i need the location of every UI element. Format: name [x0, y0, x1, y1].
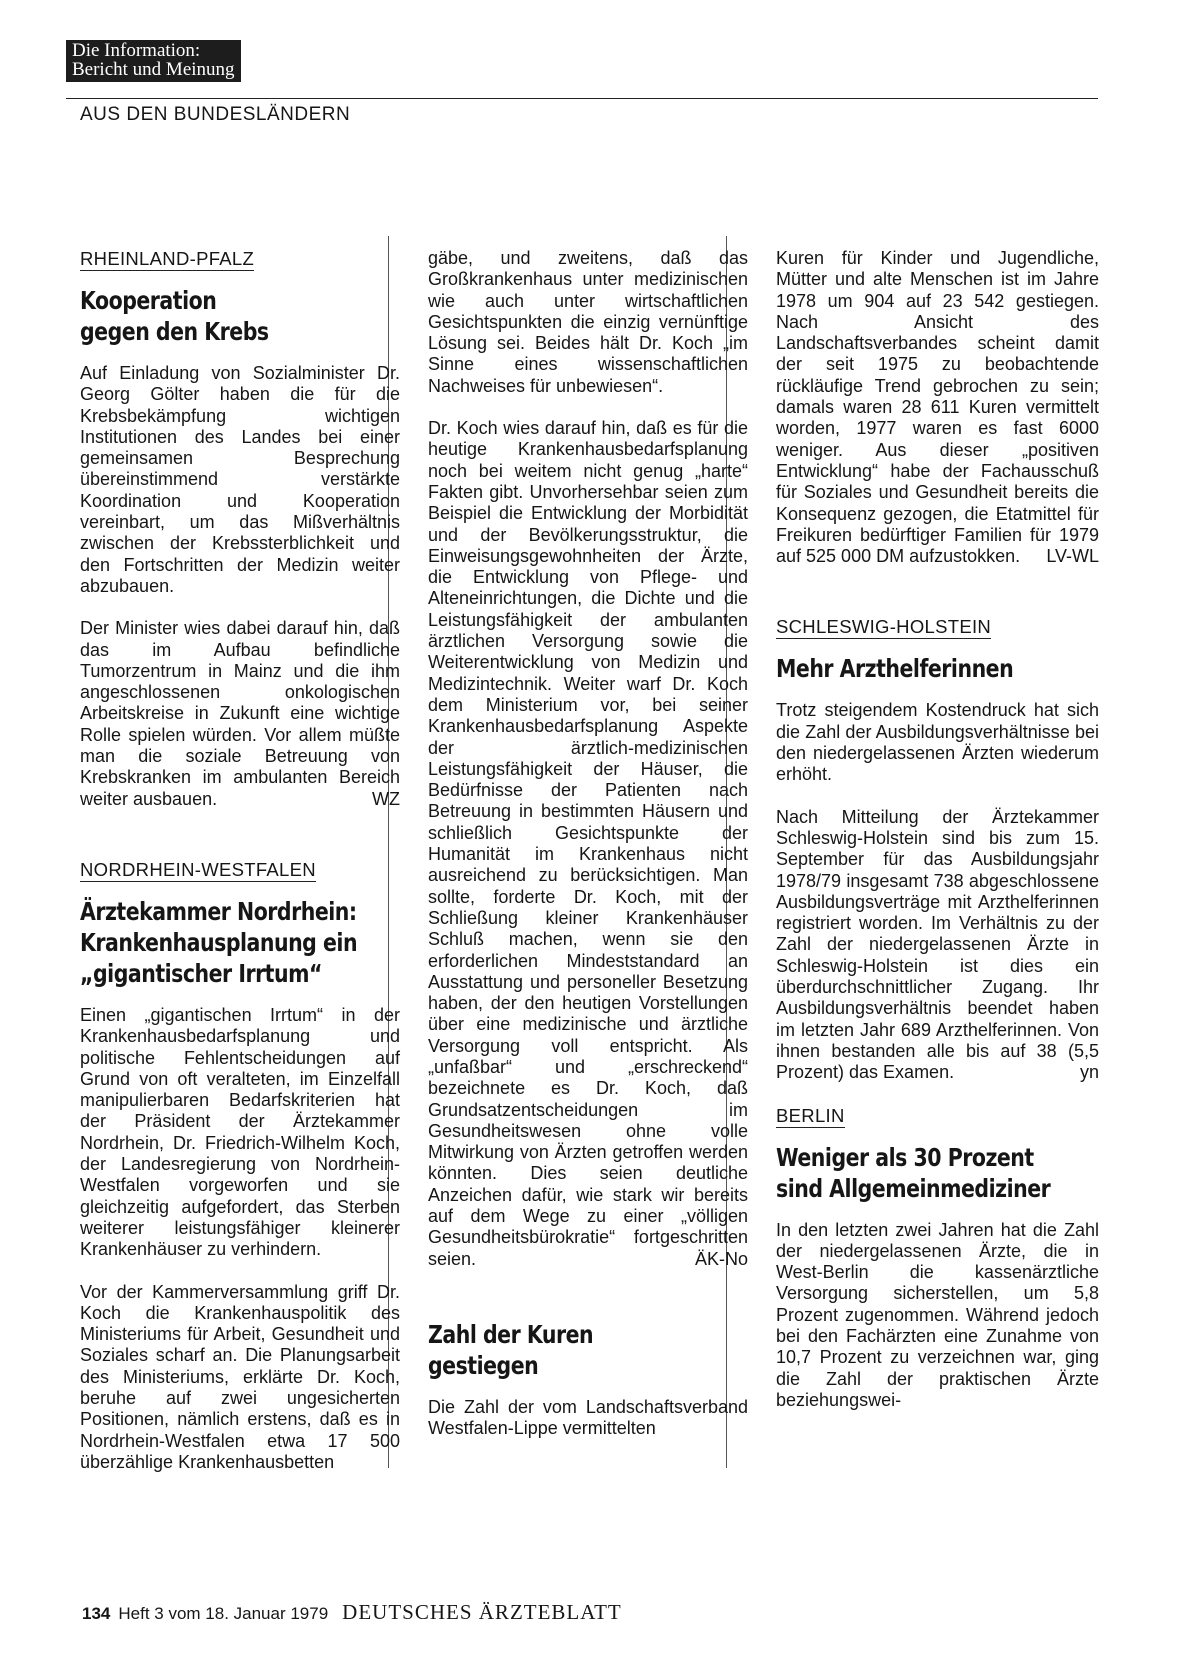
- column-2: [428, 248, 748, 1461]
- region-label-berlin: BERLIN: [776, 1104, 845, 1126]
- paragraph-text: Kuren für Kinder und Jugendliche, Mütter und alte Menschen ist im Jahre 1978 um 904 auf 23 542 gestiegen. Nach Ansicht des Landschaftsverbandes scheint damit der seit 1975 zu beobachtende rückläufige Trend gebrochen zu sein; damals waren 28 611 Kuren vermittelt worden, 1977 waren es fast 6000 weniger. Aus dieser „positiven Entwicklung“ habe der Fachausschuß für Soziales und Gesundheit bereits die Konsequenz gezogen, die Etatmittel für Freikuren bedürftiger Familien für 1979 auf 525 000 DM aufzustokken.: [776, 248, 1099, 567]
- paragraph: Einen „gigantischen Irrtum“ in der Krankenhausbedarfsplanung und politische Fehlentscheidungen auf Grund von oft veralteten, im Einzelfall manipulierbaren Bedarfskriterien hat der Präsident der Ärztekammer Nordrhein, Dr. Friedrich-Wilhelm Koch, der Landesregierung von Nordrhein-Westfalen vorgeworfen und sie gleichzeitig aufgefordert, das Sterben weiterer leistungsfähiger kleinerer Krankenhäuser zu verhindern.: [80, 1004, 400, 1260]
- region-label-rheinland-pfalz: RHEINLAND-PFALZ: [80, 248, 255, 269]
- headline-line: gegen den Krebs: [80, 317, 269, 346]
- article-headline-kooperation: [80, 285, 400, 347]
- region-label-schleswig-holstein: SCHLESWIG-HOLSTEIN: [776, 616, 992, 638]
- paragraph-text: Dr. Koch wies darauf hin, daß es für die heutige Krankenhausbedarfsplanung noch bei weitem nicht genug „harte“ Fakten gibt. Unvorhersehbar seien zum Beispiel die Entwicklung der Morbidität und der Bevölkerungsstruktur, die Einweisungsgewohnheiten der Ärzte, die Entwicklung von Pflege- und Alteneinrichtungen, die Dichte und die Leistungsfähigkeit der ambulanten ärztlichen Versorgung sowie die Weiterentwicklung von Medizin und Medizintechnik. Weiter warf Dr. Koch dem Ministerium vor, bei seiner Krankenhausbedarfsplanung Aspekte der ärztlich-medizinischen Leistungsfähigkeit der Häuser, die Bedürfnisse der Patienten nach Betreuung in bestimmten Häusern und schließlich Gesichtspunkte der Humanität im Krankenhaus nicht ausreichend zu berücksichtigen. Man sollte, forderte Dr. Koch, mit der Schließung kleiner Krankenhäuser Schluß machen, wenn sie den erforderlichen Mindeststandard an Ausstattung und personeller Besetzung haben, der den heutigen Vorstellungen über eine medizinische und ärztliche Versorgung voll entspricht. Als „unfaßbar“ und „erschreckend“ bezeichnete es Dr. Koch, daß Grundsatzentscheidungen im Gesundheitswesen ohne volle Mitwirkung von Ärzten getroffen werden könnten. Dies seien deutliche Anzeichen dafür, wie stark wir bereits auf dem Wege zu einer „völligen Gesundheitsbürokratie“ fortgeschritten seien.: [428, 418, 748, 1269]
- headline-line: sind Allgemeinmediziner: [776, 1173, 1051, 1203]
- paragraph: gäbe, und zweitens, daß das Großkrankenhaus unter medizinischen wie auch unter wirtschaftlichen Gesichtspunkten die einzig vernünftige Lösung sei. Beides hält Dr. Koch „im Sinne eines wissenschaftlichen Nachweises für unbewiesen“.: [428, 248, 748, 396]
- top-rule: [66, 98, 1098, 99]
- headline-line: Zahl der Kuren: [428, 1319, 594, 1349]
- page-footer: [82, 1600, 622, 1625]
- paragraph-text: Der Minister wies dabei darauf hin, daß das im Aufbau befindliche Tumorzentrum in Mainz und die ihm angeschlossenen onkologischen Arbeitskreise in Zukunft eine wichtige Rolle spielen würden. Vor allem müßte man die soziale Betreuung von Krebskranken im ambulanten Bereich weiter ausbauen.: [80, 618, 400, 809]
- headline-line: Mehr Arzthelferinnen: [776, 654, 1014, 684]
- paragraph: Die Zahl der vom Landschaftsverband Westfalen-Lippe vermittelten: [428, 1396, 748, 1439]
- paragraph-text: Nach Mitteilung der Ärztekammer Schleswig-Holstein sind bis zum 15. September für das Ausbildungsjahr 1978/79 insgesamt 738 abgeschlossene Ausbildungsverträge mit Arzthelferinnen registriert worden. Im Verhältnis zu der Zahl der niedergelassenen Ärzte in Schleswig-Holstein ist dies ein überdurchschnittlicher Zugang. Ihr Ausbildungsverhältnis beendet haben im letzten Jahr 689 Arzthelferinnen. Von ihnen bestanden alle bis auf 38 (5,5 Prozent) das Examen.: [776, 806, 1099, 1083]
- article-headline-arzthelferinnen: [776, 653, 1096, 684]
- masthead-line-2: Bericht und Meinung: [72, 59, 235, 80]
- article-headline-aerztekammer: [80, 896, 400, 989]
- journal-name: DEUTSCHES ÄRZTEBLATT: [342, 1600, 622, 1624]
- paragraph: [428, 418, 748, 1270]
- author-signature: ÄK-No: [694, 1248, 748, 1269]
- author-signature: LV-WL: [1046, 546, 1099, 567]
- page-number: 134: [82, 1604, 111, 1623]
- paragraph: Auf Einladung von Sozialminister Dr. Georg Gölter haben die für die Krebsbekämpfung wichtigen Institutionen des Landes bei einer gemeinsamen Besprechung übereinstimmend verstärkte Koordination und Kooperation vereinbart, um das Mißverhältnis zwischen der Krebssterblichkeit und den Fortschritten der Medizin weiter abzubauen.: [80, 363, 400, 596]
- masthead-line-1: Die Information:: [72, 40, 201, 61]
- author-signature: yn: [1079, 1062, 1099, 1083]
- section-label: AUS DEN BUNDESLÄNDERN: [80, 104, 351, 125]
- headline-line: Krankenhausplanung ein: [80, 927, 358, 957]
- author-signature: WZ: [372, 788, 400, 809]
- headline-line: Weniger als 30 Prozent: [776, 1142, 1034, 1172]
- paragraph: [776, 248, 1099, 567]
- paragraph: In den letzten zwei Jahren hat die Zahl der niedergelassenen Ärzte, die in West-Berlin die kassenärztliche Versorgung sicherstellen, um 5,8 Prozent zugenommen. Während jedoch bei den Fachärzten eine Zunahme von 10,7 Prozent zu verzeichnen war, ging die Zahl der praktischen Ärzte beziehungswei-: [776, 1219, 1099, 1410]
- headline-line: gestiegen: [428, 1350, 539, 1380]
- masthead: [66, 40, 241, 82]
- region-label-nordrhein-westfalen: NORDRHEIN-WESTFALEN: [80, 858, 316, 880]
- column-3: [776, 248, 1099, 1432]
- headline-line: „gigantischer Irrtum“: [80, 958, 322, 988]
- paragraph: Vor der Kammerversammlung griff Dr. Koch die Krankenhauspolitik des Ministeriums für Arbeit, Gesundheit und Soziales scharf an. Die Planungsarbeit des Ministeriums, erklärte Dr. Koch, beruhe auf zwei ungesicherten Positionen, nämlich erstens, daß es in Nordrhein-Westfalen etwa 17 500 überzählige Krankenhausbetten: [80, 1281, 400, 1472]
- article-headline-allgemeinmediziner: [776, 1142, 1096, 1204]
- headline-line: Kooperation: [80, 286, 217, 315]
- headline-line: Ärztekammer Nordrhein:: [80, 896, 357, 926]
- column-1: [80, 248, 400, 1494]
- article-headline-kuren: [428, 1319, 748, 1381]
- paragraph: [80, 618, 400, 810]
- paragraph: Trotz steigendem Kostendruck hat sich die Zahl der Ausbildungsverhältnisse bei den niedergelassenen Ärzten wiederum erhöht.: [776, 700, 1099, 785]
- paragraph: [776, 807, 1099, 1084]
- issue-info: Heft 3 vom 18. Januar 1979: [118, 1604, 329, 1623]
